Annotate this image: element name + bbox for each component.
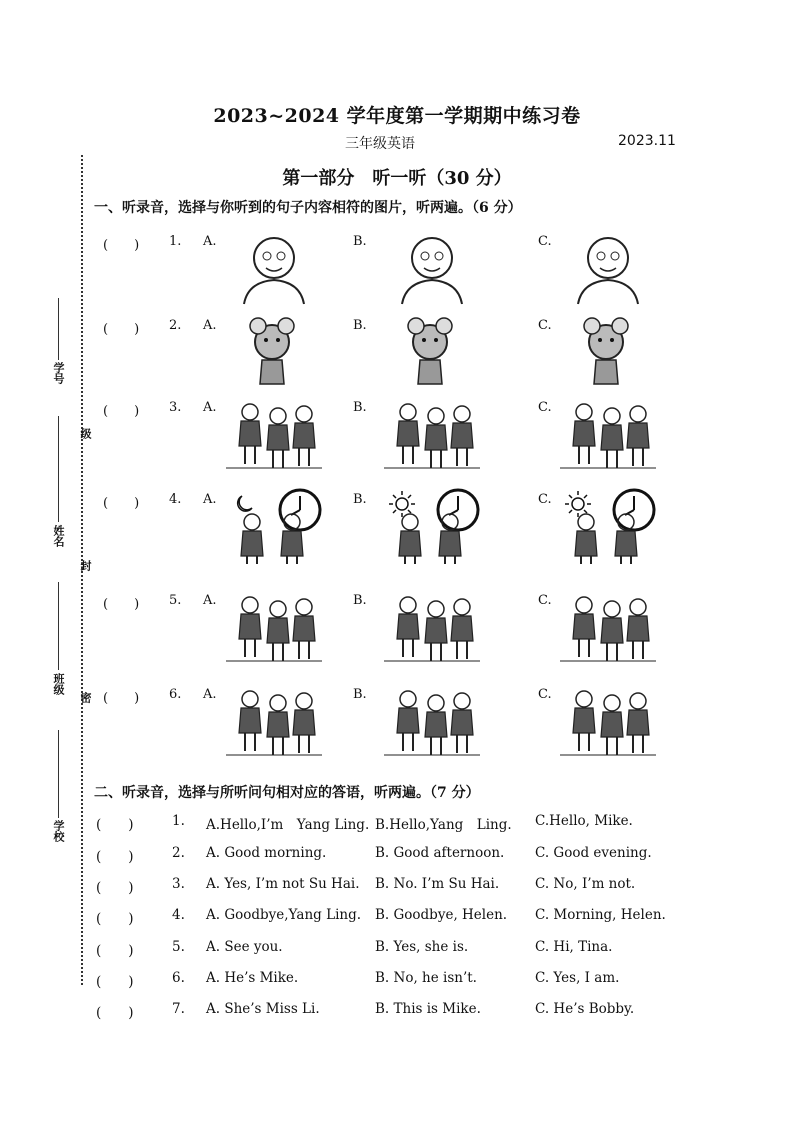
option-a: A. She’s Miss Li. [206,1001,320,1017]
option-label: C. [538,492,552,507]
answer-bracket[interactable]: ( ) [96,880,134,896]
answer-bracket[interactable]: ( ) [103,496,140,511]
answer-bracket[interactable]: ( ) [103,404,140,419]
option-a: A. Good morning. [206,845,327,861]
answer-bracket[interactable]: ( ) [96,1005,134,1021]
answer-bracket[interactable]: ( ) [96,974,134,990]
kids-waving-picture[interactable] [556,587,661,665]
option-b: B. Good afternoon. [375,845,505,861]
girl-hugging-woman-picture[interactable] [380,394,485,472]
cat-picture[interactable] [222,312,327,390]
answer-bracket[interactable]: ( ) [103,691,140,706]
option-a: A. See you. [206,939,283,955]
grandma-glasses-picture[interactable] [380,228,485,306]
question-number: 4. [169,492,182,507]
answer-bracket[interactable]: ( ) [96,911,134,927]
question-number: 1. [172,813,185,829]
question-number: 1. [169,234,182,249]
sun-clock-boy-girl-picture[interactable] [380,486,485,564]
sun-clock-girl-boy-picture[interactable] [556,486,661,564]
option-label: B. [353,687,367,702]
option-label: B. [353,400,367,415]
option-b: B. No, he isn’t. [375,970,477,986]
student-id-label: 学号 [52,362,65,384]
option-b: B. Yes, she is. [375,939,469,955]
answer-bracket[interactable]: ( ) [103,238,140,253]
option-c: C. Yes, I am. [535,970,620,986]
answer-bracket[interactable]: ( ) [96,849,134,865]
part-title: 第一部分 听一听（30 分） [282,168,512,189]
question-number: 7. [172,1001,185,1017]
question-number: 2. [169,318,182,333]
option-b: B. This is Mike. [375,1001,481,1017]
option-label: B. [353,318,367,333]
question-number: 6. [172,970,185,986]
option-a: A. Yes, I’m not Su Hai. [206,876,360,892]
question-number: 2. [172,845,185,861]
option-label: B. [353,234,367,249]
woman-and-boy-picture[interactable] [380,681,485,759]
seal-label: 封 [79,560,92,571]
mouse-standing-picture[interactable] [556,312,661,390]
seal2-label: 密 [79,692,92,703]
option-label: C. [538,687,552,702]
mouse-picture[interactable] [380,312,485,390]
question-number: 3. [169,400,182,415]
option-c: C. Good evening. [535,845,652,861]
family-outdoors-picture[interactable] [380,587,485,665]
option-a: A.Hello,I’m Yang Ling. [206,817,370,833]
exam-date: 2023.11 [618,133,676,149]
question-number: 5. [169,593,182,608]
option-c: C. Morning, Helen. [535,907,666,923]
question-number: 6. [169,687,182,702]
option-label: C. [538,400,552,415]
answer-bracket[interactable]: ( ) [103,597,140,612]
exam-subtitle: 三年级英语 [345,136,415,152]
option-label: A. [203,234,217,249]
section1-heading: 一、听录音，选择与你听到的句子内容相符的图片，听两遍。（6 分） [94,200,522,216]
boy-girl-waving-picture[interactable] [222,681,327,759]
option-label: C. [538,234,552,249]
option-a: A. He’s Mike. [206,970,299,986]
option-c: C. Hi, Tina. [535,939,613,955]
young-man-picture[interactable] [556,228,661,306]
option-c: C.Hello, Mike. [535,813,633,829]
option-label: B. [353,593,367,608]
class-label: 班级 [52,673,65,695]
old-man-glasses-picture[interactable] [222,228,327,306]
night-moon-clock-picture[interactable] [222,486,327,564]
option-b: B.Hello,Yang Ling. [375,817,512,833]
name-blank [58,416,59,522]
student-id-blank [58,298,59,360]
option-label: B. [353,492,367,507]
option-a: A. Goodbye,Yang Ling. [206,907,362,923]
option-label: C. [538,593,552,608]
students-at-desks-picture[interactable] [556,681,661,759]
section2-heading: 二、听录音，选择与所听问句相对应的答语，听两遍。（7 分） [94,785,480,801]
option-label: A. [203,687,217,702]
option-label: C. [538,318,552,333]
boy-waves-man-picture[interactable] [222,587,327,665]
answer-bracket[interactable]: ( ) [103,322,140,337]
answer-bracket[interactable]: ( ) [96,943,134,959]
school-blank [58,730,59,818]
classroom-students-picture[interactable] [556,394,661,472]
question-number: 3. [172,876,185,892]
option-c: C. He’s Bobby. [535,1001,635,1017]
option-label: A. [203,400,217,415]
grade-label: 级 [79,428,92,439]
answer-bracket[interactable]: ( ) [96,817,134,833]
question-number: 5. [172,939,185,955]
option-b: B. No. I’m Su Hai. [375,876,500,892]
exam-title: 2023~2024 学年度第一学期期中练习卷 [213,105,581,127]
class-blank [58,582,59,670]
family-greeting-picture[interactable] [222,394,327,472]
option-label: A. [203,492,217,507]
question-number: 4. [172,907,185,923]
school-label: 学校 [52,820,65,842]
name-label: 姓名 [52,525,65,547]
option-label: A. [203,318,217,333]
option-c: C. No, I’m not. [535,876,636,892]
option-b: B. Goodbye, Helen. [375,907,508,923]
option-label: A. [203,593,217,608]
